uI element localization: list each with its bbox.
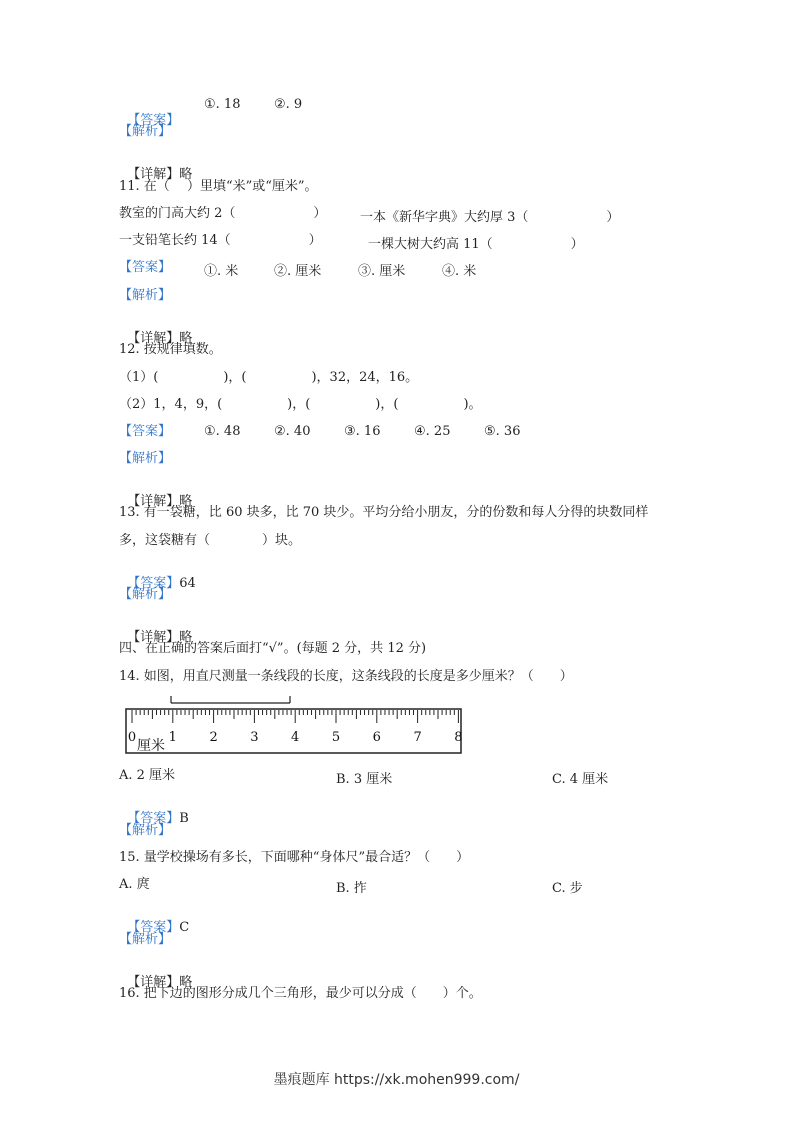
answer-value: ②. 40	[274, 424, 311, 439]
detail-tag: 【详解】	[127, 331, 180, 346]
detail-tag: 【详解】	[127, 494, 180, 509]
answer-value: ①. 米	[204, 264, 239, 279]
ruler-number: 6	[372, 730, 381, 745]
q11-row1-right: 一本《新华字典》大约厚 3（ ）	[360, 210, 620, 225]
detail-tag: 【详解】	[127, 630, 180, 645]
q11-stem: 11. 在（ ）里填“米”或“厘米”。	[119, 179, 318, 194]
answer-tag: 【答案】	[127, 811, 180, 826]
q11-row2-right: 一棵大树大约高 11（ ）	[368, 237, 584, 252]
q11-row1-left: 教室的门高大约 2（ ）	[119, 206, 327, 221]
ruler-figure	[120, 694, 465, 758]
answer-value: ③. 16	[344, 424, 381, 439]
q14-option-a: A. 2 厘米	[119, 768, 176, 783]
detail-text: 略	[179, 167, 193, 182]
q15-option-b: B. 拃	[336, 881, 367, 896]
detail-text: 略	[179, 630, 193, 645]
answer-value: ①. 18	[204, 97, 241, 112]
answer-value: ⑤. 36	[484, 424, 521, 439]
analysis-tag: 【解析】	[119, 587, 172, 602]
ruler-number: 7	[413, 730, 422, 745]
answer-value: B	[179, 811, 189, 826]
answer-value: ①. 48	[204, 424, 241, 439]
ruler-number: 2	[209, 730, 218, 745]
answer-tag: 【答案】	[127, 920, 180, 935]
analysis-tag: 【解析】	[119, 823, 172, 838]
q15-option-a: A. 庹	[119, 877, 150, 892]
detail-text: 略	[179, 494, 193, 509]
q14-option-b: B. 3 厘米	[336, 772, 393, 787]
analysis-tag: 【解析】	[119, 451, 172, 466]
answer-value: C	[179, 920, 190, 935]
answer-value: ④. 25	[414, 424, 451, 439]
analysis-tag: 【解析】	[119, 932, 172, 947]
q16-stem: 16. 把下边的图形分成几个三角形，最少可以分成（ ）个。	[119, 986, 482, 1001]
analysis-tag: 【解析】	[119, 288, 172, 303]
answer-value: ③. 厘米	[358, 264, 406, 279]
q13-stem-line1: 13. 有一袋糖，比 60 块多，比 70 块少。平均分给小朋友，分的份数和每人分得的块数同样	[119, 505, 649, 520]
answer-value: ④. 米	[442, 264, 477, 279]
ruler-unit-label: 厘米	[137, 738, 165, 754]
answer-tag: 【答案】	[119, 260, 172, 275]
ruler-number: 1	[168, 730, 177, 745]
answer-value: ②. 9	[274, 97, 303, 112]
ruler-number: 4	[291, 730, 300, 745]
measured-segment	[171, 696, 290, 703]
answer-tag: 【答案】	[127, 576, 180, 591]
answer-value: ②. 厘米	[274, 264, 322, 279]
answer-tag: 【答案】	[119, 424, 172, 439]
ruler-number: 0	[127, 730, 137, 745]
q12-line1: （1）( )，( )，32，24，16。	[119, 370, 419, 385]
q14-option-c: C. 4 厘米	[552, 772, 609, 787]
q15-option-c: C. 步	[552, 881, 583, 896]
analysis-tag: 【解析】	[119, 124, 172, 139]
ruler-number: 3	[250, 730, 259, 745]
detail-text: 略	[179, 975, 193, 990]
q14-stem: 14. 如图，用直尺测量一条线段的长度，这条线段的长度是多少厘米？（ ）	[119, 669, 573, 684]
answer-value: 64	[179, 576, 196, 591]
q13-stem-line2: 多，这袋糖有（ ）块。	[119, 533, 302, 548]
ruler-number: 8	[454, 730, 463, 745]
answer-tag: 【答案】	[127, 113, 180, 128]
q15-stem: 15. 量学校操场有多长，下面哪种“身体尺”最合适？（ ）	[119, 850, 470, 865]
footer-watermark: 墨痕题库 https://xk.mohen999.com/	[273, 1072, 520, 1088]
ruler-number: 5	[331, 730, 341, 745]
q11-row2-left: 一支铅笔长约 14（ ）	[119, 233, 322, 248]
detail-text: 略	[179, 331, 193, 346]
q12-line2: （2）1，4，9，( )，( )，( )。	[119, 397, 482, 412]
section-title: 四、在正确的答案后面打“√”。(每题 2 分，共 12 分)	[119, 641, 427, 656]
q12-stem: 12. 按规律填数。	[119, 342, 222, 357]
detail-tag: 【详解】	[127, 975, 180, 990]
detail-tag: 【详解】	[127, 167, 180, 182]
